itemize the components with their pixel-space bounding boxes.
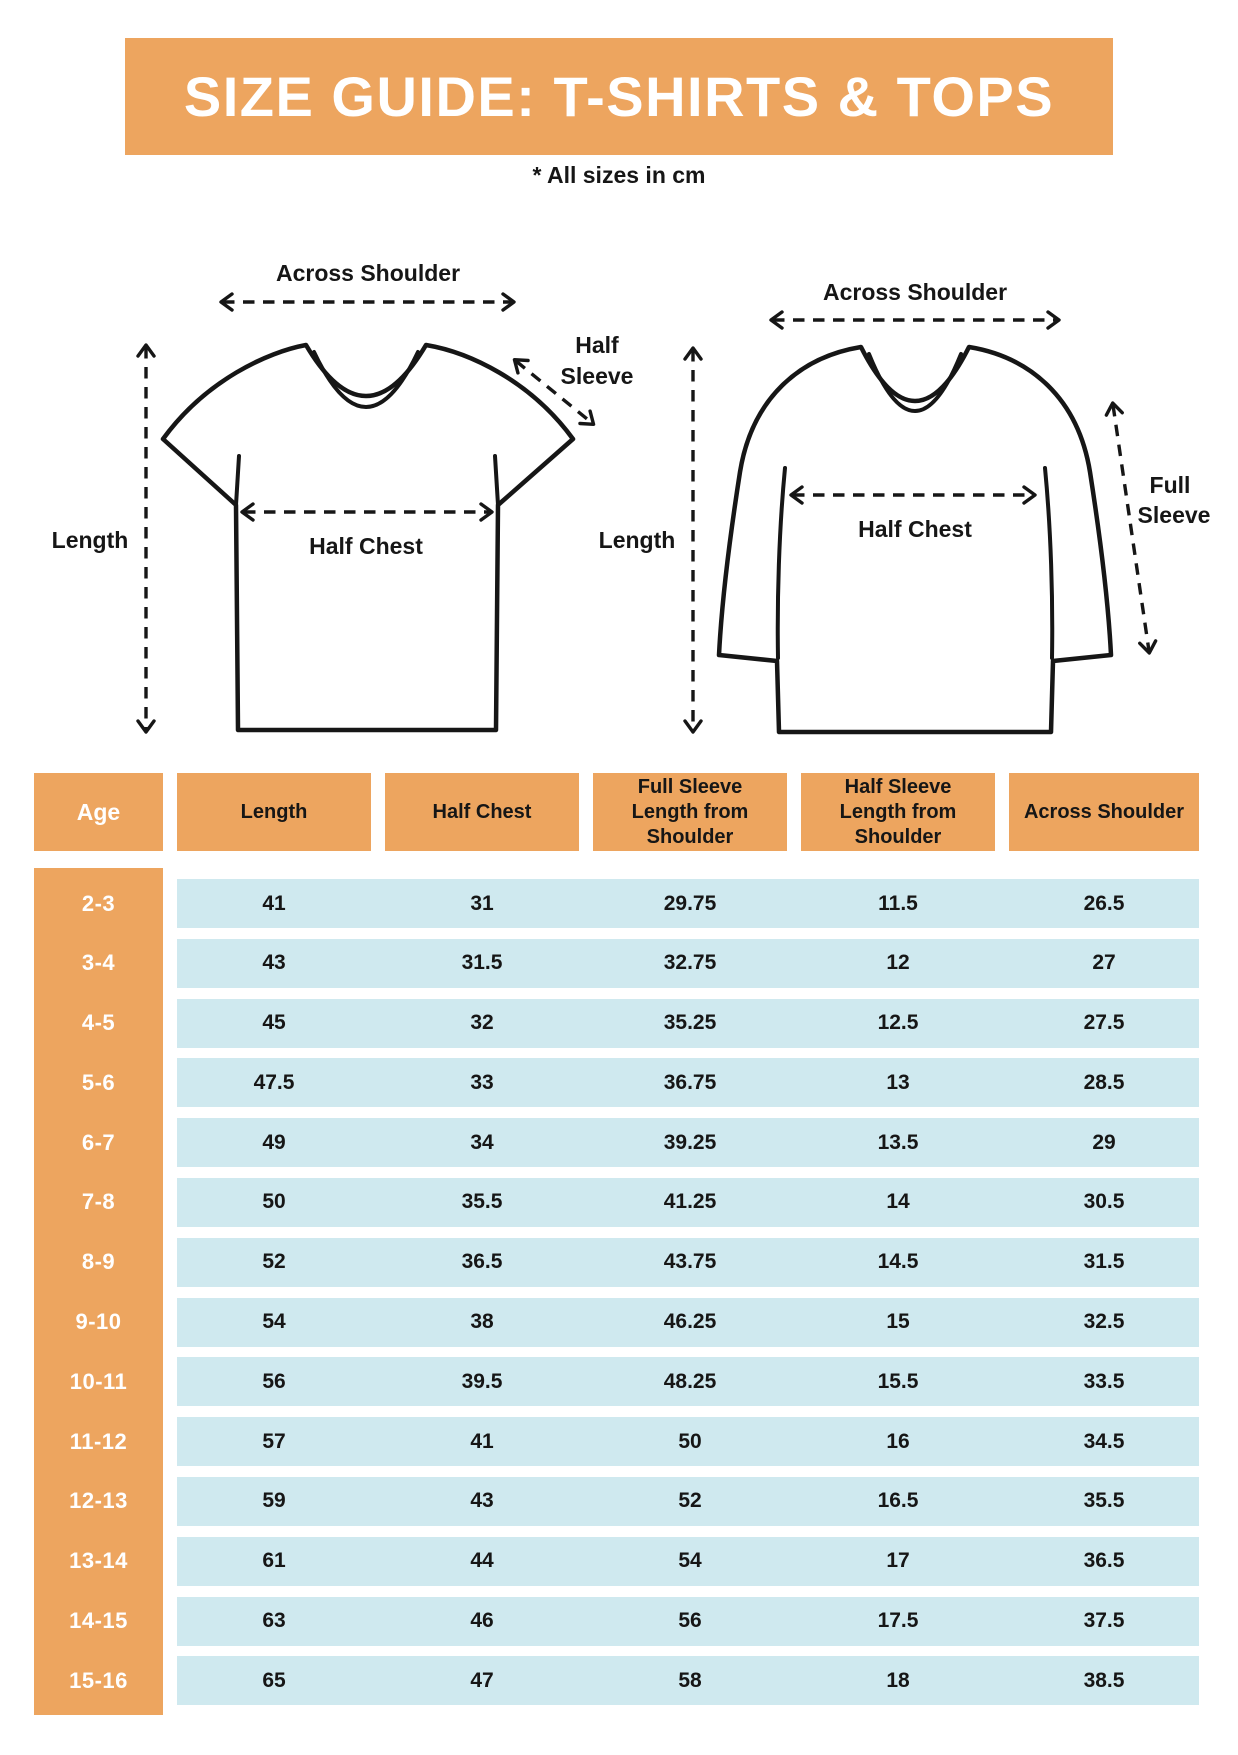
age-cell: 8-9 [81,1249,116,1275]
measurement-value: 63 [262,1609,286,1633]
measurement-value: 31 [470,891,494,915]
age-cell: 3-4 [81,950,116,976]
measurement-value: 34 [470,1130,494,1154]
measurement-value: 54 [262,1310,286,1334]
measurement-value: 16.5 [877,1489,919,1513]
measurement-value: 48.25 [663,1369,717,1393]
column-header-half-sleeve-length-from-shoulder: Half Sleeve Length from Shoulder [801,773,995,851]
measurement-value: 33 [470,1070,494,1094]
age-cell: 7-8 [81,1189,116,1215]
measurement-value: 57 [262,1429,286,1453]
measurement-value: 33.5 [1083,1369,1125,1393]
age-cell: 5-6 [81,1069,116,1095]
table-row [177,879,1199,928]
table-body [34,879,1199,1705]
column-header-full-sleeve-length-from-shoulder: Full Sleeve Length from Shoulder [593,773,787,851]
table-row [177,1298,1199,1347]
table-row [177,1417,1199,1466]
age-cell: 10-11 [69,1368,128,1394]
measurement-value: 35.25 [663,1011,717,1035]
measurement-value: 36.5 [461,1250,503,1274]
column-header-age: Age [34,773,163,851]
measurement-value: 32.5 [1083,1310,1125,1334]
measurement-value: 35.5 [1083,1489,1125,1513]
measurement-value: 61 [262,1549,286,1573]
measurement-value: 13.5 [877,1130,919,1154]
table-row [177,1178,1199,1227]
table-row [177,1238,1199,1287]
age-cell: 4-5 [81,1010,116,1036]
measurement-value: 37.5 [1083,1609,1125,1633]
measurement-value: 16 [886,1429,910,1453]
measurement-value: 56 [678,1609,702,1633]
measurement-value: 35.5 [461,1190,503,1214]
age-cell: 6-7 [81,1129,116,1155]
measurement-value: 29 [1092,1130,1116,1154]
measurement-value: 41 [470,1429,494,1453]
measurement-value: 65 [262,1668,286,1692]
half-chest-label: Half Chest [309,533,423,559]
table-row [177,939,1199,988]
sizes-unit-note: * All sizes in cm [532,162,706,188]
table-row [177,1118,1199,1167]
table-header-row [34,773,1199,851]
measurement-value: 50 [262,1190,286,1214]
full-sleeve-label-line2: Sleeve [1137,502,1211,528]
measurement-value: 52 [262,1250,286,1274]
length-label: Length [598,527,676,553]
age-cell: 11-12 [69,1428,128,1454]
measurement-value: 39.5 [461,1369,503,1393]
measurement-value: 29.75 [663,891,717,915]
measurement-value: 38.5 [1083,1668,1125,1692]
measurement-value: 30.5 [1083,1190,1125,1214]
age-cell: 9-10 [75,1309,122,1335]
length-label: Length [51,527,129,553]
half-chest-label: Half Chest [858,516,972,542]
half-sleeve-label-line1: Half [575,332,619,358]
measurement-value: 26.5 [1083,891,1125,915]
short-sleeve-tshirt-diagram [52,260,634,730]
measurement-value: 36.5 [1083,1549,1125,1573]
column-header-half-chest: Half Chest [385,773,579,851]
measurement-value: 14 [886,1190,910,1214]
measurement-value: 27 [1092,951,1116,975]
table-row [177,999,1199,1048]
full-sleeve-label-line1: Full [1149,472,1191,498]
measurement-value: 27.5 [1083,1011,1125,1035]
age-cell: 12-13 [69,1488,128,1514]
measurement-value: 31.5 [1083,1250,1125,1274]
measurement-value: 34.5 [1083,1429,1125,1453]
measurement-value: 59 [262,1489,286,1513]
measurement-value: 12 [886,951,910,975]
measurement-value: 58 [678,1668,702,1692]
measurement-value: 28.5 [1083,1070,1125,1094]
measurement-value: 43.75 [663,1250,717,1274]
measurement-value: 46.25 [663,1310,717,1334]
measurement-value: 52 [678,1489,702,1513]
measurement-value: 54 [678,1549,702,1573]
size-table [34,773,1199,1705]
measurement-value: 36.75 [663,1070,717,1094]
measurement-value: 38 [470,1310,494,1334]
measurement-value: 41.25 [663,1190,717,1214]
measurement-value: 32 [470,1011,494,1035]
page-title: SIZE GUIDE: T-SHIRTS & TOPS [183,65,1055,128]
long-sleeve-top-diagram [599,279,1211,732]
measurement-value: 43 [470,1489,494,1513]
table-row [177,1537,1199,1586]
measurement-value: 46 [470,1609,494,1633]
measurement-value: 47.5 [253,1070,295,1094]
table-row [177,1357,1199,1406]
age-cell: 14-15 [69,1608,128,1634]
measurement-value: 49 [262,1130,286,1154]
age-cell: 13-14 [69,1548,128,1574]
measurement-value: 13 [886,1070,910,1094]
measurement-value: 15.5 [877,1369,919,1393]
measurement-value: 44 [470,1549,494,1573]
age-cell: 15-16 [69,1667,128,1693]
measurement-value: 17.5 [877,1609,919,1633]
age-cell: 2-3 [81,890,116,916]
age-column [34,868,163,1715]
measurement-value: 11.5 [878,891,918,915]
table-row [177,1656,1199,1705]
measurement-value: 45 [262,1011,286,1035]
measurement-value: 31.5 [461,951,503,975]
half-sleeve-label-line2: Sleeve [560,363,634,389]
title-banner [125,38,1113,155]
measurement-value: 56 [262,1369,286,1393]
column-header-length: Length [177,773,371,851]
measurement-value: 12.5 [877,1011,919,1035]
table-row [177,1477,1199,1526]
measurement-diagrams [0,200,1238,760]
measurement-value: 17 [886,1549,910,1573]
table-row [177,1058,1199,1107]
measurement-value: 18 [886,1668,910,1692]
measurement-value: 14.5 [877,1250,919,1274]
table-row [177,1597,1199,1646]
across-shoulder-label: Across Shoulder [275,260,461,286]
measurement-value: 43 [262,951,286,975]
measurement-value: 50 [678,1429,702,1453]
measurement-value: 41 [262,891,286,915]
measurement-value: 39.25 [663,1130,717,1154]
full-sleeve-arrow [1113,405,1149,651]
across-shoulder-label: Across Shoulder [822,279,1008,305]
measurement-value: 15 [886,1310,910,1334]
measurement-value: 47 [470,1668,494,1692]
column-header-across-shoulder: Across Shoulder [1009,773,1199,851]
measurement-value: 32.75 [663,951,717,975]
